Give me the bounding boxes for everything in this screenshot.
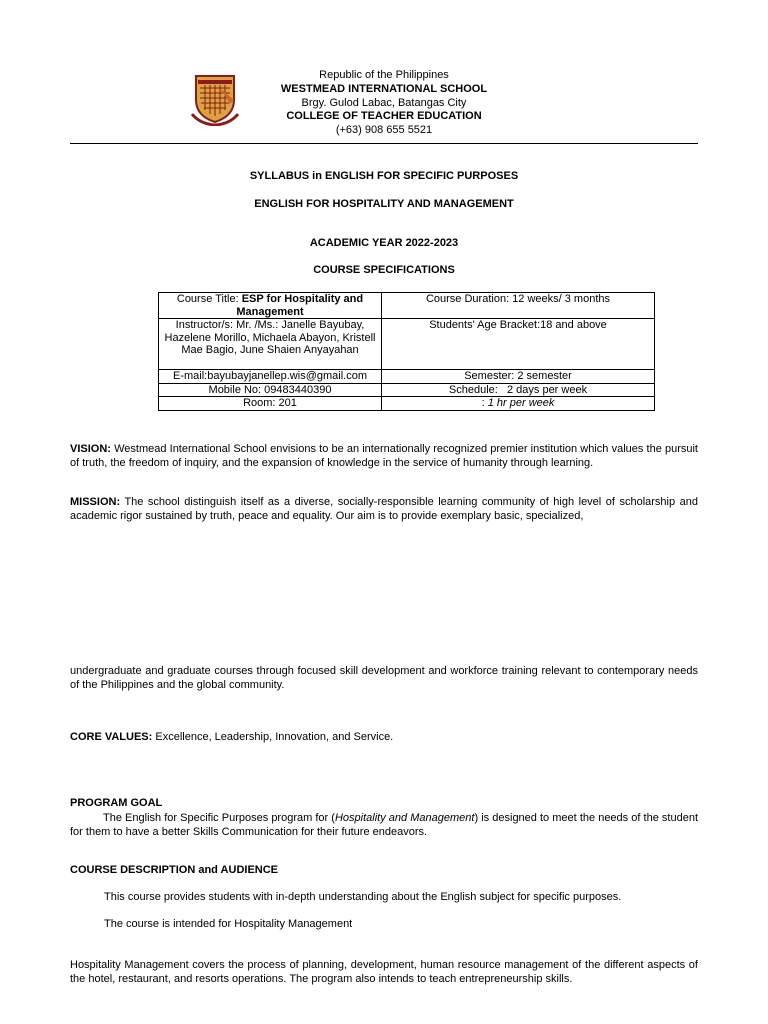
vision-text: Westmead International School envisions to be an internationally recognized premier institution which values the pursuit of truth, the freedom of inquiry, and the expansion of knowledge in the service of humanity through learning. (70, 443, 698, 469)
syllabus-title: SYLLABUS in ENGLISH FOR SPECIFIC PURPOSES (249, 170, 519, 182)
hours-cell (382, 397, 655, 411)
program-goal-text-italic: Hospitality and Management (334, 812, 475, 824)
mission-text: The school distinguish itself as a diverse, socially-responsible learning community of high level of scholarship and academic rigor sustained by truth, peace and equality. Our aim is to provide exemplary basic, specialized, (70, 496, 698, 522)
table-row (159, 370, 655, 384)
mission-paragraph (70, 495, 698, 523)
course-specifications-heading: COURSE SPECIFICATIONS (313, 264, 455, 276)
header-school-name: WESTMEAD INTERNATIONAL SCHOOL (280, 83, 488, 95)
hospitality-management-paragraph: Hospitality Management covers the process of planning, development, human resource management of the different aspects of the hotel, restaurant, and resorts operations. The program also intends to teach entrepreneurship skills. (70, 959, 698, 985)
course-title-value: ESP for Hospitality and Management (236, 293, 364, 318)
academic-year: ACADEMIC YEAR 2022-2023 (309, 237, 459, 249)
table-row (159, 293, 655, 319)
header-address: Brgy. Gulod Labac, Batangas City (301, 96, 467, 109)
header-divider (70, 143, 698, 144)
email-cell: E-mail:bayubayjanellep.wis@gmail.com (159, 370, 382, 384)
course-specifications-table (158, 292, 655, 411)
schedule-cell: Schedule: 2 days per week (382, 383, 655, 397)
instructors-cell: Instructor/s: Mr. /Ms.: Janelle Bayubay, Hazelene Morillo, Michaela Abayon, Kristell Mae Bagio, June Shaien Anyayahan (159, 319, 382, 370)
core-values-paragraph (70, 730, 698, 744)
age-bracket-cell: Students' Age Bracket:18 and above (382, 319, 655, 370)
table-row (159, 397, 655, 411)
table-row (159, 383, 655, 397)
header-republic: Republic of the Philippines (319, 69, 449, 81)
header-phone: (+63) 908 655 5521 (335, 123, 433, 136)
mission-continued: undergraduate and graduate courses through focused skill development and workforce training relevant to contemporary needs of the Philippines and the global community. (70, 665, 698, 691)
hours-prefix: : (481, 397, 488, 409)
course-title-label: Course Title: (176, 293, 242, 305)
core-values-label: CORE VALUES: (70, 731, 153, 743)
program-goal-text (70, 811, 698, 839)
semester-cell: Semester: 2 semester (382, 370, 655, 384)
course-description-heading: COURSE DESCRIPTION and AUDIENCE (70, 864, 279, 876)
program-goal-text-before: The English for Specific Purposes program for ( (103, 812, 335, 824)
hours-value: 1 hr per week (487, 397, 555, 409)
mobile-cell: Mobile No: 09483440390 (159, 383, 382, 397)
header-college: COLLEGE OF TEACHER EDUCATION (286, 110, 482, 122)
course-description-line2: The course is intended for Hospitality Management (104, 918, 353, 930)
program-goal-text-after: ) is designed to meet the needs of the student for them to have a better Skills Communication for their future endeavors. (70, 812, 698, 838)
core-values-text: Excellence, Leadership, Innovation, and Service. (152, 731, 394, 743)
course-description-line1: This course provides students with in-depth understanding about the English subject for specific purposes. (104, 891, 622, 903)
vision-paragraph (70, 442, 698, 470)
table-row (159, 319, 655, 370)
mission-label: MISSION: (70, 496, 121, 508)
room-cell: Room: 201 (159, 397, 382, 411)
vision-label: VISION: (70, 443, 111, 455)
course-duration-cell: Course Duration: 12 weeks/ 3 months (382, 293, 655, 319)
course-title-cell (159, 293, 382, 319)
program-goal-heading: PROGRAM GOAL (70, 797, 163, 809)
course-title-heading: ENGLISH FOR HOSPITALITY AND MANAGEMENT (254, 198, 514, 210)
